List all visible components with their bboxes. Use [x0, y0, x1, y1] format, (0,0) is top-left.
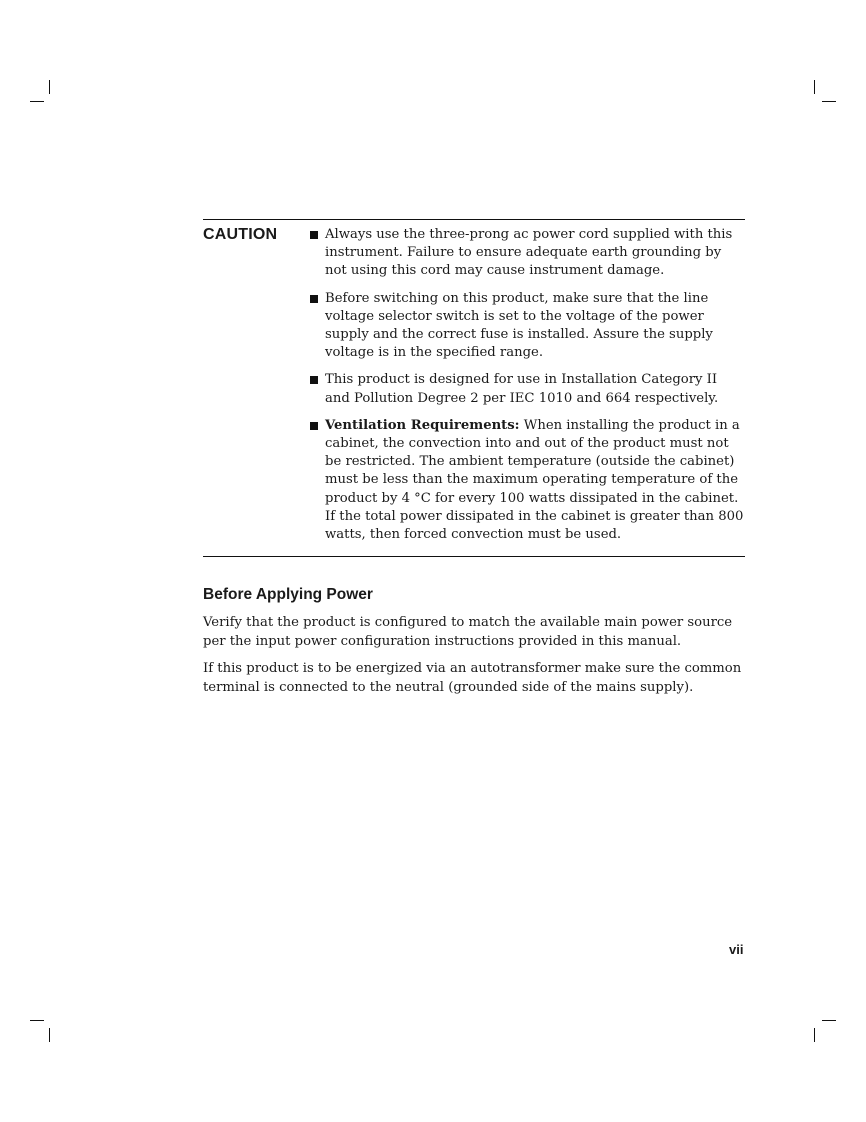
caution-item-text: When installing the product in a cabinet, the convection into and out of the product must not be restricted. The ambient temperature (outside the cabinet) must be less than the maximum operating temperature of the product by 4 °C for every 100 watts dissipated in the cabinet. If the total power dissipated in the cabinet is greater than 800 watts, then forced convection must be used. — [325, 417, 744, 543]
crop-mark — [814, 80, 815, 94]
crop-mark — [814, 1028, 815, 1042]
caution-item — [310, 290, 745, 363]
page-number: vii — [729, 942, 744, 957]
caution-item-text: Always use the three-prong ac power cord supplied with this instrument. Failure to ensure adequate earth grounding by not using this cord may cause instrument damage. — [325, 227, 733, 279]
bullet-square-icon — [310, 422, 318, 430]
section-paragraph: If this product is to be energized via an autotransformer make sure the common terminal is connected to the neutral (grounded side of the mains supply). — [203, 661, 742, 695]
caution-item — [310, 371, 745, 407]
crop-mark — [822, 101, 836, 102]
caution-item-text: Before switching on this product, make sure that the line voltage selector switch is set to the voltage of the power supply and the correct fuse is installed. Assure the supply voltage is in the specified range. — [325, 290, 713, 361]
caution-block — [203, 219, 745, 557]
caution-list — [310, 226, 745, 544]
crop-mark — [30, 1020, 44, 1021]
crop-mark — [822, 1020, 836, 1021]
crop-mark — [49, 1028, 50, 1042]
bullet-square-icon — [310, 231, 318, 239]
section-heading: Before Applying Power — [203, 586, 373, 603]
crop-mark — [30, 101, 44, 102]
bullet-square-icon — [310, 295, 318, 303]
section-paragraph: Verify that the product is configured to match the available main power source per the input power configuration instructions provided in this manual. — [203, 615, 733, 649]
caution-item-text: This product is designed for use in Installation Category II and Pollution Degree 2 per IEC 1010 and 664 respectively. — [325, 372, 719, 406]
caution-item — [310, 417, 745, 544]
caution-label: CAUTION — [203, 226, 278, 243]
caution-item — [310, 226, 745, 281]
bullet-square-icon — [310, 376, 318, 384]
caution-item-lead: Ventilation Requirements: — [325, 417, 520, 433]
crop-mark — [49, 80, 50, 94]
